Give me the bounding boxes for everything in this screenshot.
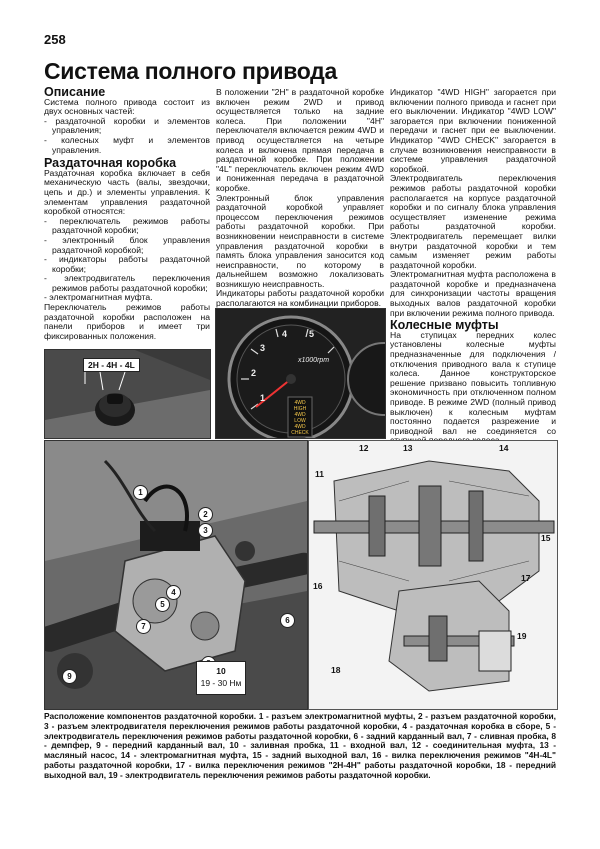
- callout-3: 3: [198, 523, 213, 538]
- column-right: [390, 88, 556, 446]
- callout-2: 2: [198, 507, 213, 522]
- list-item: - электронный блок управления раздаточной коробкой;: [44, 234, 210, 255]
- torque-callout-number: 10: [216, 666, 226, 676]
- torque-value: 19 - 30 Нм: [200, 678, 242, 688]
- diagram-label-15: 15: [541, 533, 551, 543]
- mode-switch-label: 2H - 4H - 4L: [83, 358, 140, 372]
- diagram-label-18: 18: [331, 665, 341, 675]
- list-item: - индикаторы работы раздаточной коробки;: [44, 254, 210, 274]
- diagram-label-16: 16: [313, 581, 323, 591]
- rpm-label: x1000rpm: [298, 357, 330, 364]
- callout-4: 4: [166, 585, 181, 600]
- callout-5: 5: [155, 597, 170, 612]
- paragraph: Индикатор "4WD HIGH" загорается при включении полного привода и гаснет при его выключении. Индикатор "4WD LOW" загорается при включении пониженной передачи и гаснет при ее выключении. Индикатор "4WD CHECK" загорается в случае возникновения неисправности в системе управления раздаточной коробкой.: [390, 87, 556, 174]
- list-item: - раздаточной коробки и элементов управления;: [44, 115, 210, 136]
- transfer-outro: Переключатель режимов работы раздаточной коробки расположен на панели приборов и имеет три фиксированных положения.: [44, 302, 210, 341]
- diagram-label-13: 13: [403, 443, 413, 453]
- diagram-label-14: 14: [499, 443, 509, 453]
- indicator-4wd-low: 4WD LOW: [294, 412, 306, 424]
- callout-9: 9: [62, 669, 77, 684]
- paragraph: В положении "2H" в раздаточной коробке включен режим 2WD и привод осуществляется только на задние колеса. При положении "4H" переключателя включается режим 4WD и привод осуществляется на четыре колеса и включена прямая передача в раздаточной коробке. При положении "4L" переключатель включен режим 4WD и пониженная передача в раздаточной коробке.: [216, 87, 384, 193]
- tick-label: 5: [309, 329, 315, 339]
- tick-label: 3: [260, 343, 266, 353]
- transfer-controls-list: [44, 217, 210, 303]
- tick-label: 4: [282, 329, 288, 339]
- list-item: - колесных муфт и элементов управления.: [44, 134, 210, 155]
- transfer-case-cross-section: [308, 440, 558, 710]
- column-middle: [216, 88, 384, 309]
- instrument-cluster-photo: [215, 308, 386, 439]
- callout-7: 7: [136, 619, 151, 634]
- paragraph: Электродвигатель переключения режимов работы раздаточной коробки располагается на корпусе раздаточной коробки и по сигналу блока управления осуществляет изменение режима работы раздаточной коробки. Электродвигатель перемещает вилки внутри раздаточной коробки и тем самым изменяет режим работы раздаточной коробки.: [390, 173, 556, 270]
- list-item: - электромагнитная муфта.: [44, 292, 153, 303]
- list-item: - электродвигатель переключения режимов работы раздаточной коробки;: [44, 273, 210, 293]
- description-intro: Система полного привода состоит из двух основных частей:: [44, 96, 210, 117]
- indicator-4wd-check: 4WD CHECK: [291, 424, 309, 436]
- transfer-case-illustration: [45, 441, 307, 709]
- paragraph: Индикаторы работы раздаточной коробки располагаются на комбинации приборов.: [216, 288, 384, 309]
- callout-6: 6: [280, 613, 295, 628]
- callout-1: 1: [133, 485, 148, 500]
- diagram-label-11: 11: [315, 469, 324, 479]
- description-list: [44, 117, 210, 155]
- page-number: 258: [44, 32, 66, 47]
- section-heading-description: Описание: [44, 85, 106, 99]
- list-item: - переключатель режимов работы раздаточной коробки;: [44, 215, 210, 236]
- page-title: Система полного привода: [44, 58, 337, 84]
- section-heading-transfer-case: Раздаточная коробка: [44, 156, 177, 171]
- tick-label: 1: [260, 393, 266, 403]
- paragraph: Электронный блок управления раздаточной коробкой управляет процессом переключения режимов работы раздаточной коробки. При возникновении неисправности в системе управления раздаточной коробки в память блока управления заносится код неисправности, по которому в дальнейшем возможно локализовать возникшую неисправность.: [216, 192, 384, 289]
- figure-caption: Расположение компонентов раздаточной коробки. 1 - разъем электромагнитной муфты, 2 - разъем раздаточной коробки, 3 - разъем электродвигателя переключения режимов работы раздаточной коробки, 4 - раздаточная коробка в сборе, 5 - электродвигатель переключения режимов работы раздаточной коробки, 6 - задний карданный вал, 7 - сливная пробка, 8 - демпфер, 9 - передний карданный вал, 10 - заливная пробка, 11 - входной вал, 12 - соединительная муфта, 13 - масляный насос, 14 - электромагнитная муфта, 15 - задний выходной вал, 16 - вилка переключения режимов "4H-4L" работы раздаточной коробки, 17 - вилка переключения режимов "2H-4H" работы раздаточной коробки, 18 - передний выходной вал, 19 - электродвигатель переключения режимов работы раздаточной коробки.: [44, 711, 556, 780]
- transfer-intro: Раздаточная коробка включает в себя механическую часть (валы, звездочки, цепь и др.) и элементы управления. К элементам управления раздаточной коробкой относятся:: [44, 167, 210, 217]
- torque-label-box: [196, 661, 246, 695]
- indicator-4wd-high: 4WD HIGH: [293, 400, 307, 412]
- diagram-label-19: 19: [517, 631, 527, 641]
- diagram-label-17: 17: [521, 573, 531, 583]
- cross-section-drawing: [309, 441, 557, 709]
- mode-switch-photo: [44, 349, 211, 439]
- tick-label: 2: [251, 368, 257, 378]
- section-heading-wheel-hubs: Колесные муфты: [390, 318, 499, 333]
- transfer-case-photo: [44, 440, 308, 710]
- paragraph: На ступицах передних колес установлены колесные муфты предназначенные для подключения / отключения приводного вала к ступице колеса. Данное конструкторское решение призвано повысить топливную экономичность при отключенном полном приводе. В режиме 2WD (полный привод выключен) к колесным муфтам постоянно подается разрежение и приводной вал не соединяется со: [390, 329, 556, 436]
- column-left: [44, 85, 210, 341]
- paragraph: Электромагнитная муфта расположена в раздаточной коробке и предназначена для синхронизации частоты вращения выходных валов раздаточной коробки при включении режима полного привода.: [390, 269, 556, 318]
- diagram-label-12: 12: [359, 443, 369, 453]
